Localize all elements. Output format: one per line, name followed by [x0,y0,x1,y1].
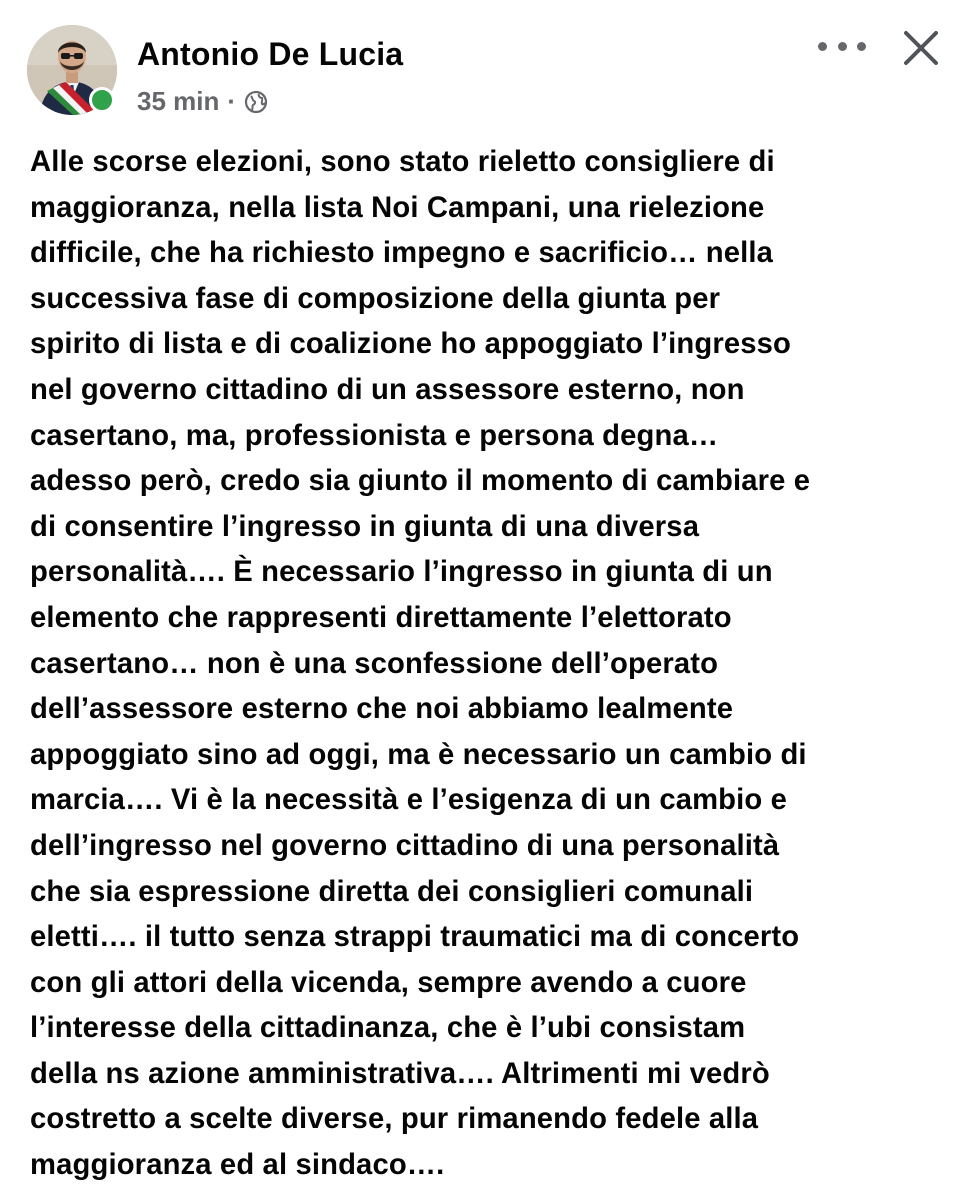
post-text-line: l’interesse della cittadinanza, che è l’ubi consistam [30,1012,746,1045]
post-text-line: adesso però, credo sia giunto il momento di cambiare e [30,465,811,498]
post-body-text [30,140,955,1189]
more-dot [857,42,866,51]
post-text-line: difficile, che ha richiesto impegno e sacrificio… nella [30,237,774,270]
post-text-line: che sia espressione diretta dei consiglieri comunali [30,875,754,908]
post-text-line: appoggiato sino ad oggi, ma è necessario un cambio di [30,738,807,771]
post-text-line: con gli attori della vicenda, sempre avendo a cuore [30,966,747,999]
post-text-line: della ns azione amministrativa…. Altrimenti mi vedrò [30,1057,770,1090]
post-text-line: maggioranza, nella lista Noi Campani, una rielezione [30,191,765,224]
post-text-line: Alle scorse elezioni, sono stato rieletto consigliere di [30,146,775,178]
post-header [0,0,968,130]
author-name[interactable]: Antonio De Lucia [137,36,404,72]
post-text-line: successiva fase di composizione della giunta per [30,282,721,315]
post-text-line: dell’ingresso nel governo cittadino di una personalità [30,829,780,862]
close-button[interactable] [900,27,942,69]
meta-separator: · [227,86,237,116]
post-text-line: eletti…. il tutto senza strappi traumatici ma di concerto [30,921,800,954]
post-meta [137,86,268,117]
post-timestamp[interactable]: 35 min [137,86,220,116]
post-text-line: dell’assessore esterno che noi abbiamo lealmente [30,693,734,726]
post-text-line: spirito di lista e di coalizione ho appoggiato l’ingresso [30,328,792,361]
avatar[interactable] [27,25,117,115]
globe-icon[interactable] [244,90,268,114]
post-text-line: di consentire l’ingresso in giunta di una diversa [30,510,700,543]
post-text-line: elemento che rappresenti direttamente l’elettorato [30,601,732,634]
post-text-line: casertano, ma, professionista e persona degna… [30,419,719,452]
post-text-line: maggioranza ed al sindaco…. [30,1149,445,1182]
close-icon [900,27,942,69]
post-text-line: casertano… non è una sconfessione dell’operato [30,647,719,680]
post-text-line: personalità…. È necessario l’ingresso in giunta di un [30,556,773,589]
more-dot [838,42,847,51]
more-options-button[interactable] [818,32,866,60]
more-horizontal-icon [818,42,827,51]
post-text-line: nel governo cittadino di un assessore esterno, non [30,373,745,406]
online-status-indicator [89,87,115,113]
post-text-line: marcia…. Vi è la necessità e l’esigenza di un cambio e [30,784,788,817]
post-text-line: costretto a scelte diverse, pur rimanendo fedele alla [30,1103,759,1136]
